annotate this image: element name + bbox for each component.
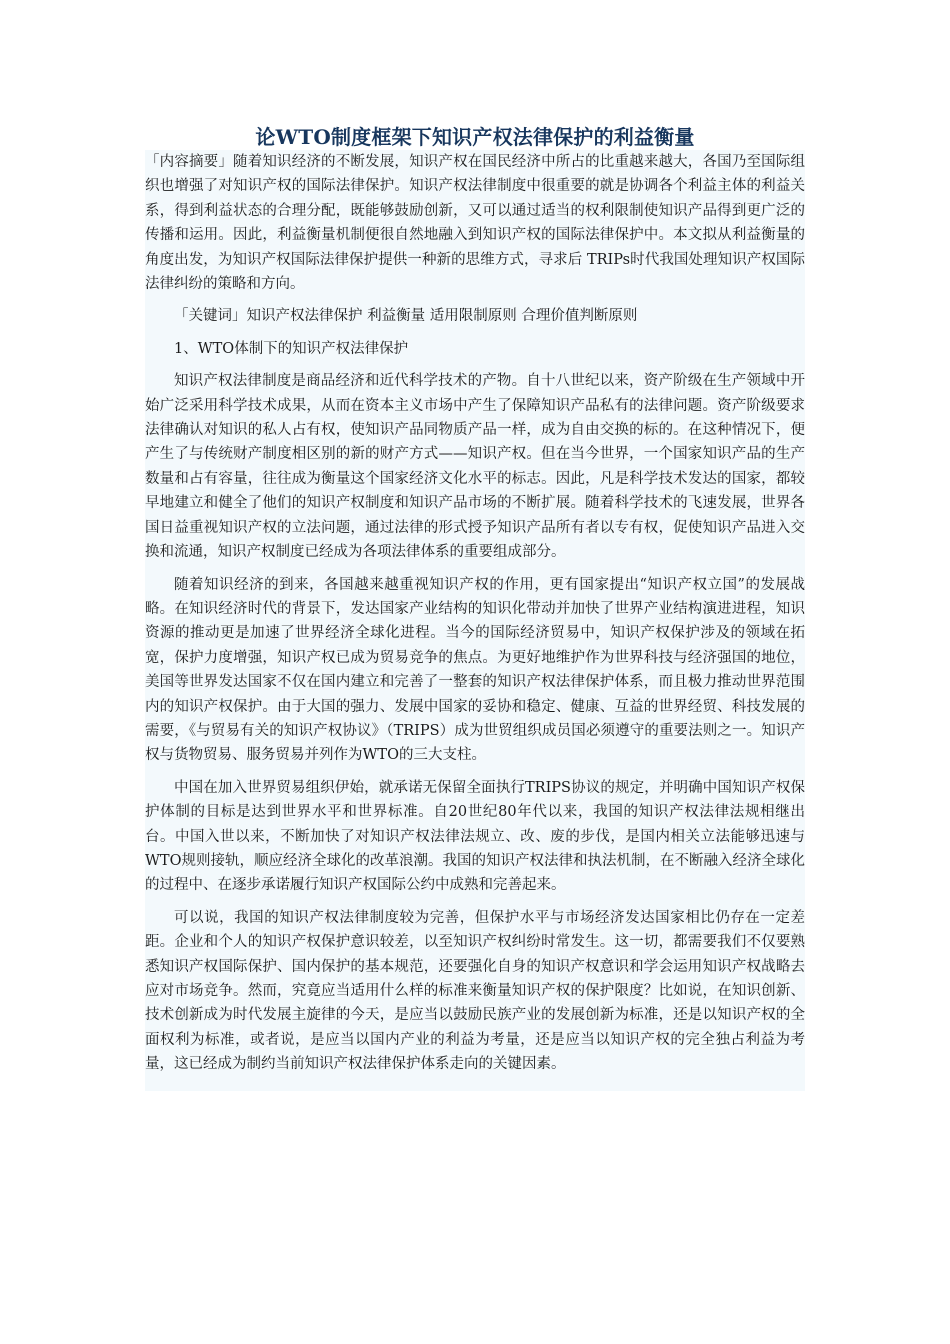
document-body [145, 150, 805, 1091]
body-paragraph: 中国在加入世界贸易组织伊始，就承诺无保留全面执行TRIPS协议的规定，并明确中国知识产权保护体制的目标是达到世界水平和世界标准。自20世纪80年代以来，我国的知识产权法律法规相继出台。中国入世以来，不断加快了对知识产权法律法规立、改、废的步伐，是国内相关立法能够迅速与WTO规则接轨，顺应经济全球化的改革浪潮。我国的知识产权法律和执法机制，在不断融入经济全球化的过程中、在逐步承诺履行知识产权国际公约中成熟和完善起来。 [145, 779, 805, 894]
body-paragraph: 可以说，我国的知识产权法律制度较为完善，但保护水平与市场经济发达国家相比仍存在一定差距。企业和个人的知识产权保护意识较差，以至知识产权纠纷时常发生。这一切，都需要我们不仅要熟悉知识产权国际保护、国内保护的基本规范，还要强化自身的知识产权意识和学会运用知识产权战略去应对市场竞争。然而，究竟应当适用什么样的标准来衡量知识产权的保护限度？比如说，在知识创新、技术创新成为时代发展主旋律的今天，是应当以鼓励民族产业的发展创新为标准，还是以知识产权的全面权利为标准，或者说，是应当以国内产业的利益为考量，还是应当以知识产权的完全独占利益为考量，这已经成为制约当前知识产权法律保护体系走向的关键因素。 [145, 909, 805, 1073]
document-title: 论WTO制度框架下知识产权法律保护的利益衡量 [255, 125, 695, 149]
abstract-paragraph: 「内容摘要」随着知识经济的不断发展，知识产权在国民经济中所占的比重越来越大，各国乃至国际组织也增强了对知识产权的国际法律保护。知识产权法律制度中很重要的就是协调各个利益主体的利益关系，得到利益状态的合理分配，既能够鼓励创新，又可以通过适当的权利限制使知识产品得到更广泛的传播和运用。因此，利益衡量机制便很自然地融入到知识产权的国际法律保护中。本文拟从利益衡量的角度出发，为知识产权国际法律保护提供一种新的思维方式，寻求后 TRIPs时代我国处理知识产权国际法律纠纷的策略和方向。 [145, 154, 805, 293]
body-paragraph: 随着知识经济的到来，各国越来越重视知识产权的作用，更有国家提出“知识产权立国”的发展战略。在知识经济时代的背景下，发达国家产业结构的知识化带动并加快了世界产业结构演进进程，知识资源的推动更是加速了世界经济全球化进程。当今的国际经济贸易中，知识产权保护涉及的领域在拓宽，保护力度增强，知识产权已成为贸易竞争的焦点。为更好地维护作为世界科技与经济强国的地位，美国等世界发达国家不仅在国内建立和完善了一整套的知识产权法律保护体系，而且极力推动世界范围内的知识产权保护。由于大国的强力、发展中国家的妥协和稳定、健康、互益的世界经贸、科技发展的需要，《与贸易有关的知识产权协议》（TRIPS）成为世贸组织成员国必须遵守的重要法则之一。知识产权与货物贸易、服务贸易并列作为WTO的三大支柱。 [145, 576, 805, 764]
keywords-paragraph: 「关键词」知识产权法律保护 利益衡量 适用限制原则 合理价值判断原则 [174, 308, 638, 325]
section-heading: 1、WTO体制下的知识产权法律保护 [174, 340, 409, 357]
body-paragraph: 知识产权法律制度是商品经济和近代科学技术的产物。自十八世纪以来，资产阶级在生产领域中开始广泛采用科学技术成果，从而在资本主义市场中产生了保障知识产品私有的法律问题。资产阶级要求法律确认对知识的私人占有权，使知识产品同物质产品一样，成为自由交换的标的。在这种情况下，便产生了与传统财产制度相区别的新的财产方式——知识产权。但在当今世界，一个国家知识产品的生产数量和占有容量，往往成为衡量这个国家经济文化水平的标志。因此，凡是科学技术发达的国家，都较早地建立和健全了他们的知识产权制度和知识产品市场的不断扩展。随着科学技术的飞速发展，世界各国日益重视知识产权的立法问题，通过法律的形式授予知识产品所有者以专有权，促使知识产品进入交换和流通，知识产权制度已经成为各项法律体系的重要组成部分。 [145, 373, 805, 561]
